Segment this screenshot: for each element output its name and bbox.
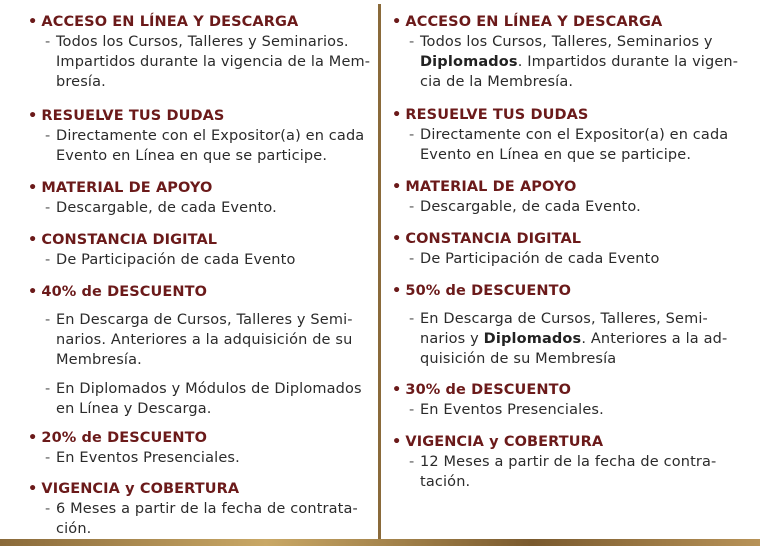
section-dudas-left	[28, 106, 373, 166]
detail-item: - 12 Meses a partir de la fecha de contra- tación.	[409, 454, 717, 490]
section-heading: • 30% de DESCUENTO	[392, 382, 572, 398]
detail-item: - En Eventos Presenciales.	[45, 450, 240, 466]
section-constancia-left	[28, 230, 373, 270]
section-heading: • RESUELVE TUS DUDAS	[28, 108, 225, 124]
section-heading: • VIGENCIA y COBERTURA	[28, 481, 240, 497]
section-vigencia-right	[392, 432, 737, 492]
section-descuento-30	[392, 380, 737, 420]
bottom-decorative-bar	[0, 539, 760, 546]
column-divider	[378, 4, 381, 540]
detail-item: - En Descarga de Cursos, Talleres y Semi- narios. Anteriores a la adquisición de su Membresía.	[45, 312, 353, 368]
section-acceso-right	[392, 12, 737, 92]
section-heading: • CONSTANCIA DIGITAL	[392, 231, 582, 247]
section-acceso-left	[28, 12, 373, 92]
section-descuento-50	[392, 281, 737, 369]
section-heading: • ACCESO EN LÍNEA Y DESCARGA	[392, 14, 663, 30]
section-heading: • CONSTANCIA DIGITAL	[28, 232, 218, 248]
detail-item: - Directamente con el Expositor(a) en cada Evento en Línea en que se participe.	[45, 128, 365, 164]
detail-item: - Todos los Cursos, Talleres, Seminarios y Diplomados. Impartidos durante la vigen- cia de la Membresía.	[409, 34, 739, 90]
section-dudas-right	[392, 105, 737, 165]
detail-item: - Descargable, de cada Evento.	[45, 200, 277, 216]
detail-item: - De Participación de cada Evento	[409, 251, 660, 267]
section-heading: • MATERIAL DE APOYO	[392, 179, 577, 195]
section-heading: • 40% de DESCUENTO	[28, 284, 208, 300]
section-heading: • VIGENCIA y COBERTURA	[392, 434, 604, 450]
detail-item: - Directamente con el Expositor(a) en cada Evento en Línea en que se participe.	[409, 127, 729, 163]
detail-item: - Todos los Cursos, Talleres y Seminarios. Impartidos durante la vigencia de la Mem- bresía.	[45, 34, 371, 90]
detail-item: - En Eventos Presenciales.	[409, 402, 604, 418]
detail-item: - Descargable, de cada Evento.	[409, 199, 641, 215]
detail-item: - 6 Meses a partir de la fecha de contrata- ción.	[45, 501, 358, 537]
section-heading: • ACCESO EN LÍNEA Y DESCARGA	[28, 14, 299, 30]
section-descuento-20	[28, 428, 373, 468]
section-constancia-right	[392, 229, 737, 269]
detail-item: - En Descarga de Cursos, Talleres, Semi- narios y Diplomados. Anteriores a la ad- quisición de su Membresía	[409, 311, 728, 367]
section-vigencia-left	[28, 479, 373, 539]
detail-item: - En Diplomados y Módulos de Diplomados en Línea y Descarga.	[45, 381, 362, 417]
section-heading: • 50% de DESCUENTO	[392, 283, 572, 299]
section-heading: • RESUELVE TUS DUDAS	[392, 107, 589, 123]
section-material-right	[392, 177, 737, 217]
section-heading: • 20% de DESCUENTO	[28, 430, 208, 446]
section-heading: • MATERIAL DE APOYO	[28, 180, 213, 196]
section-material-left	[28, 178, 373, 218]
detail-item: - De Participación de cada Evento	[45, 252, 296, 268]
section-descuento-40	[28, 282, 373, 419]
